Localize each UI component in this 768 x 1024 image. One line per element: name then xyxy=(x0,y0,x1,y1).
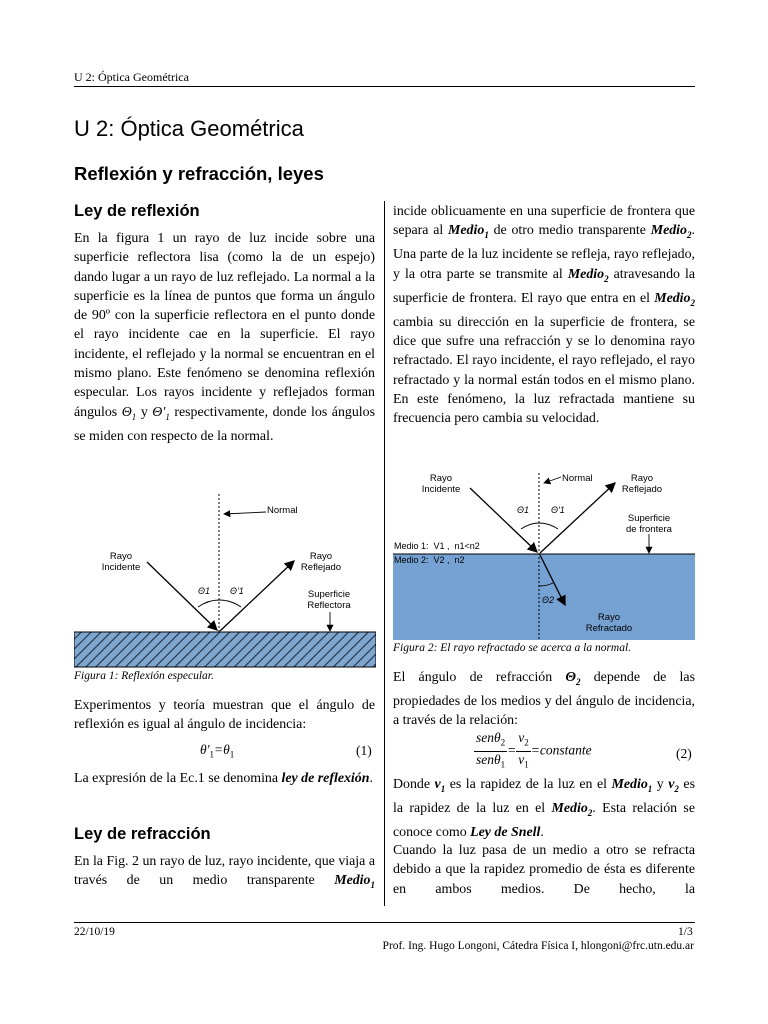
label-refracted-ray-1: Rayo xyxy=(597,612,621,623)
label-medium-2: Medio 2: V2 , n2 xyxy=(394,555,465,565)
angle-arc-incident xyxy=(198,600,219,607)
footer-rule xyxy=(74,922,695,923)
angle-arc-reflected xyxy=(539,523,558,529)
footer-page-number: 1/3 xyxy=(678,926,693,938)
figure-2-refraction-diagram xyxy=(393,467,695,642)
label-reflected-ray-2: Reflejado xyxy=(300,562,342,573)
label-theta1: Θ1 xyxy=(517,505,530,515)
label-incident-ray-2: Incidente xyxy=(101,562,141,573)
label-normal: Normal xyxy=(267,505,298,516)
label-normal: Normal xyxy=(562,473,593,484)
paragraph-reflexion-intro: En la figura 1 un rayo de luz incide sobre una superficie reflectora lisa (como la de un espejo) dando lugar a un rayo de luz reflejado. La normal a la superficie es la línea de puntos que forma un ángulo de 90º con la superficie reflectora en el punto donde el rayo incidente cae en la superficie. El rayo incidente, el reflejado y la normal se encuentran en el mismo plano. Este fenómeno se denomina reflexión especular. Los rayos incidente y reflejados forman ángulos $\Theta_1$ y $\Theta'_1$ respectivamente, donde los ángulos se miden con respecto de la normal. xyxy=(74,231,376,444)
paragraph-refraccion-causa: Cuando la luz pasa de un medio a otro se refracta debido a que la rapidez promedio de ésta es diferente en ambos medios. De hecho, la xyxy=(393,843,695,897)
paragraph-ley-reflexion: La expresión de la Ec.1 se denomina ley de reflexión. xyxy=(74,771,373,786)
label-theta1-prime: Θ'1 xyxy=(551,505,565,515)
figure-1-reflection-diagram xyxy=(74,490,376,670)
equation-1-number: (1) xyxy=(356,743,372,758)
paragraph-angulo-refraccion: El ángulo de refracción $\Theta_2$ depende de las propiedades de los medios y del ángulo de incidencia, a través de la relación: xyxy=(393,670,695,729)
equation-2: $\frac{sen\theta_2}{sen\theta_1}$ = $\frac{v_2}{v_1}$ =constante xyxy=(476,730,592,770)
paragraph-ley-snell: Donde $v_1$ es la rapidez de la luz en el Medio$_1$ y $v_2$ es la rapidez de la luz en el Medio$_2$. Esta relación se conoce como Ley de Snell. xyxy=(393,777,696,841)
normal-pointer xyxy=(544,477,561,483)
section-title: Reflexión y refracción, leyes xyxy=(74,163,324,184)
heading-ley-reflexion: Ley de reflexión xyxy=(74,202,200,220)
label-surface-1: Superficie xyxy=(307,589,351,600)
reflected-ray xyxy=(220,561,294,631)
label-theta2: Θ2 xyxy=(542,595,555,605)
label-theta1: Θ1 xyxy=(198,586,211,596)
incident-ray xyxy=(147,562,217,630)
normal-pointer xyxy=(224,512,266,514)
label-incident-ray-2: Incidente xyxy=(421,484,461,495)
page-title: U 2: Óptica Geométrica xyxy=(74,116,304,141)
footer-date: 22/10/19 xyxy=(74,926,115,938)
label-reflected-ray-2: Reflejado xyxy=(621,484,663,495)
reflective-surface xyxy=(74,632,376,667)
label-refracted-ray-2: Refractado xyxy=(585,623,633,634)
incident-ray xyxy=(470,488,537,552)
label-medium-1: Medio 1: V1 , n1<n2 xyxy=(394,541,480,551)
label-theta1-prime: Θ'1 xyxy=(230,586,244,596)
paragraph-reflexion-experimentos: Experimentos y teoría muestran que el ángulo de reflexión es igual al ángulo de incidencia: xyxy=(74,698,375,733)
heading-ley-refraccion: Ley de refracción xyxy=(74,825,211,843)
angle-arc-reflected xyxy=(219,600,241,607)
label-incident-ray-1: Rayo xyxy=(429,473,453,484)
label-surface-1: Superficie xyxy=(627,513,671,524)
label-reflected-ray-1: Rayo xyxy=(630,473,654,484)
reflected-ray xyxy=(540,483,615,553)
paragraph-refraccion-descripcion: incide oblicuamente en una superficie de frontera que separa al Medio$_1$ de otro medio transparente Medio$_2$. Una parte de la luz incidente se refleja, rayo reflejado, y la otra parte se transmite al Medio$_2$ atravesando la superficie de frontera. El rayo que entra en el Medio$_2$ cambia su dirección en la superficie de frontera, se dice que sufre una refracción y se lo denomina rayo refractado. El rayo incidente, el rayo reflejado, el rayo refractado y la normal están todos en el mismo plano. En este fenómeno, la luz refractada mantiene su frecuencia pero cambia su velocidad. xyxy=(393,204,696,427)
label-surface-2: de frontera xyxy=(626,524,672,535)
running-header: U 2: Óptica Geométrica xyxy=(74,70,189,84)
equation-1: $\theta'_1=\theta_1$ xyxy=(200,742,235,760)
label-surface-2: Reflectora xyxy=(307,600,351,611)
label-incident-ray-1: Rayo xyxy=(109,551,133,562)
column-separator xyxy=(384,201,385,906)
header-rule xyxy=(74,86,695,87)
footer-author: Prof. Ing. Hugo Longoni, Cátedra Física I, hlongoni@frc.utn.edu.ar xyxy=(382,940,694,952)
figure-2-caption: Figura 2: El rayo refractado se acerca a la normal. xyxy=(393,642,632,654)
equation-2-number: (2) xyxy=(676,746,692,761)
angle-arc-incident xyxy=(521,523,539,529)
paragraph-refraccion-intro: En la Fig. 2 un rayo de luz, rayo incidente, que viaja a través de un medio transparente Medio$_1$ xyxy=(74,854,375,891)
figure-1-caption: Figura 1: Reflexión especular. xyxy=(74,670,214,682)
label-reflected-ray-1: Rayo xyxy=(309,551,333,562)
